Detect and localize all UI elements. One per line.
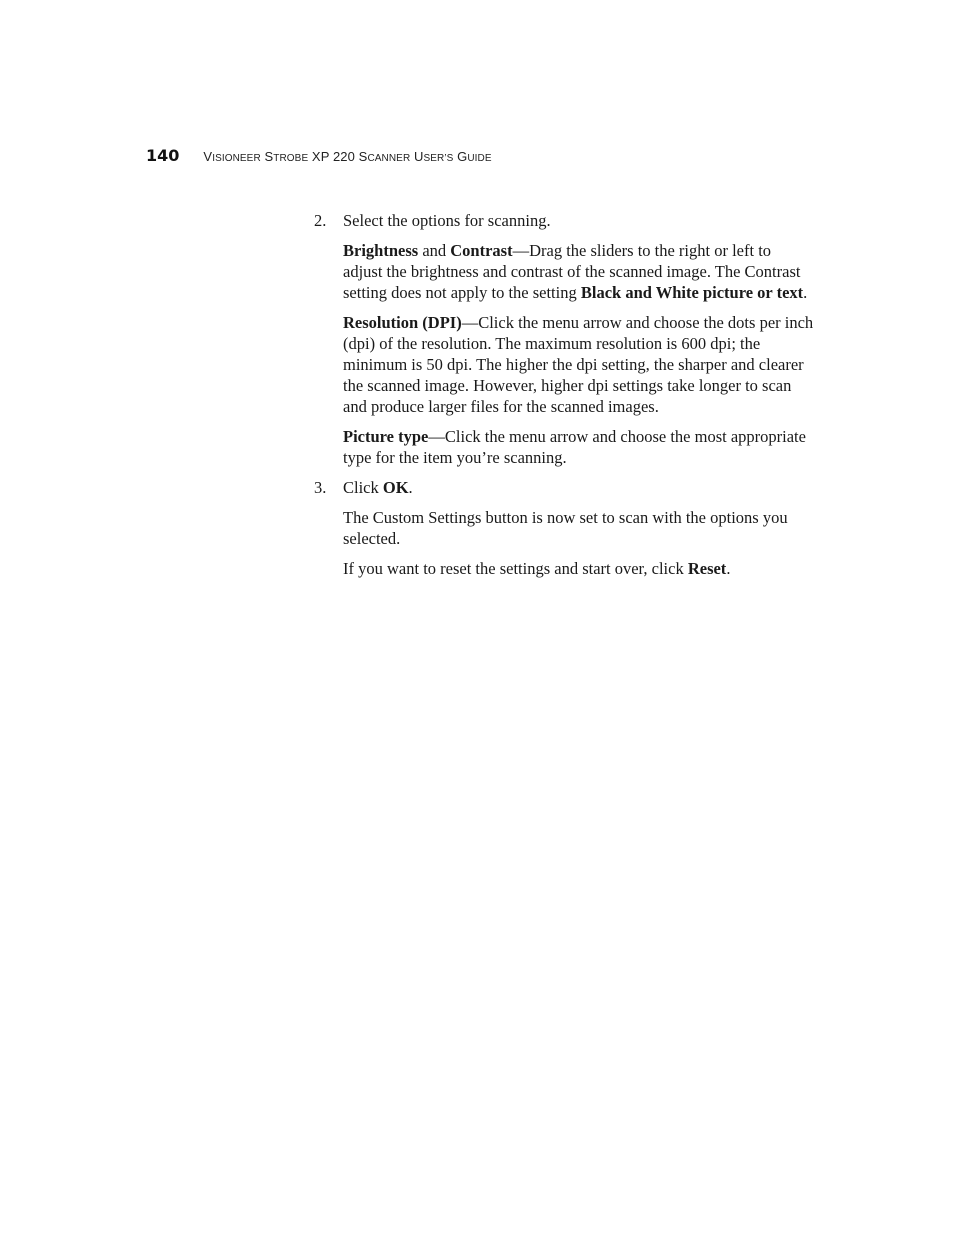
text: . bbox=[803, 283, 808, 302]
text: —Click the menu arrow and choose the dots per inch (dpi) of the resolution. The maximum resolution is 600 dpi; the minimum is 50 dpi. The higher the dpi setting, the sharper and clearer the scanned image. However, higher dpi settings take longer to scan and produce larger files for the scanned images. bbox=[343, 313, 814, 416]
term-brightness: Brightness bbox=[343, 241, 419, 260]
title-part: UIDE bbox=[467, 153, 492, 164]
step-2 bbox=[314, 210, 814, 231]
term-ok: OK bbox=[382, 478, 409, 497]
title-part: TROBE bbox=[273, 153, 309, 164]
text: . bbox=[726, 559, 731, 578]
text: Click bbox=[343, 478, 383, 497]
text: and bbox=[418, 241, 451, 260]
title-part: CANNER bbox=[367, 153, 411, 164]
term-black-white: Black and White picture or text bbox=[580, 283, 804, 302]
title-part: SER’S bbox=[423, 153, 454, 164]
step-number: 2. bbox=[314, 211, 327, 230]
title-part: U bbox=[410, 149, 424, 164]
step-text: Select the options for scanning. bbox=[343, 211, 551, 230]
title-part: V bbox=[203, 149, 213, 164]
reset-paragraph bbox=[343, 558, 814, 579]
title-part: S bbox=[260, 149, 274, 164]
text: If you want to reset the settings and start over, click bbox=[343, 559, 688, 578]
text: . bbox=[408, 478, 413, 497]
resolution-paragraph bbox=[343, 312, 814, 417]
term-resolution: Resolution (DPI) bbox=[343, 313, 462, 332]
term-contrast: Contrast bbox=[450, 241, 513, 260]
page-number: 140 bbox=[146, 146, 180, 165]
body-content bbox=[314, 210, 814, 579]
text: —Click the menu arrow and choose the most appropriate type for the item you’re scanning. bbox=[343, 427, 806, 467]
running-title bbox=[203, 149, 491, 164]
title-part: XP 220 S bbox=[308, 149, 368, 164]
term-picture-type: Picture type bbox=[343, 427, 429, 446]
step-number: 3. bbox=[314, 478, 327, 497]
term-reset: Reset bbox=[687, 559, 727, 578]
title-part: G bbox=[453, 149, 468, 164]
text: —Drag the sliders to the right or left to adjust the brightness and contrast of the scanned image. The Contrast setting does not apply to the setting bbox=[343, 241, 801, 302]
title-part: ISIONEER bbox=[212, 153, 261, 164]
brightness-contrast-paragraph bbox=[343, 240, 814, 303]
custom-settings-paragraph: The Custom Settings button is now set to scan with the options you selected. bbox=[343, 508, 788, 548]
step-3 bbox=[314, 477, 814, 498]
running-header bbox=[146, 146, 492, 165]
picture-type-paragraph bbox=[343, 426, 814, 468]
